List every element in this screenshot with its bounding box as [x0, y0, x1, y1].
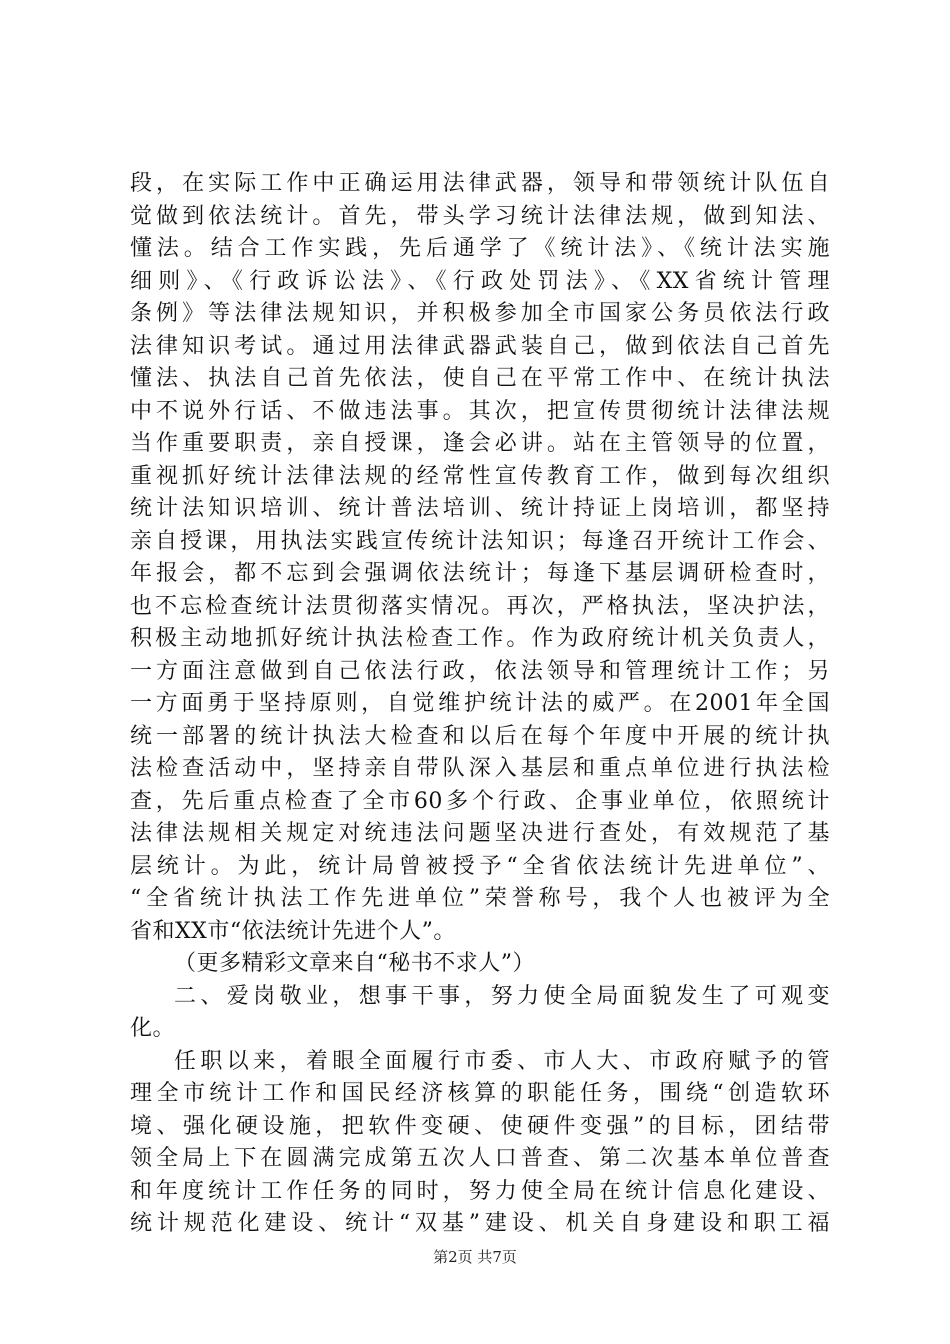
text-line: 查，先后重点检查了全市60多个行政、企事业单位，依照统计: [130, 788, 830, 814]
text-line: 领全局上下在圆满完成第五次人口普查、第二次基本单位普查: [130, 1146, 830, 1171]
text-line: 年报会，都不忘到会强调依法统计；每逢下基层调研检查时，: [130, 561, 830, 586]
paragraph-legal-enforcement: [130, 168, 830, 948]
text-line: 统计法知识培训、统计普法培训、统计持证上岗培训，都坚持: [130, 496, 830, 521]
text-line: 层统计。为此，统计局曾被授予“全省依法统计先进单位”、: [130, 853, 830, 879]
text-line: 任职以来，着眼全面履行市委、市人大、市政府赋予的管: [174, 1048, 830, 1074]
text-line: 中不说外行话、不做违法事。其次，把宣传贯彻统计法律法规: [130, 398, 830, 424]
text-line: 懂法。结合工作实践，先后通学了《统计法》、《统计法实施: [130, 236, 830, 261]
text-line: 当作重要职责，亲自授课，逢会必讲。站在主管领导的位置，: [130, 431, 830, 456]
text-line: 一方面注意做到自己依法行政，依法领导和管理统计工作；另: [130, 658, 830, 684]
text-line: 积极主动地抓好统计执法检查工作。作为政府统计机关负责人，: [130, 626, 830, 651]
text-line: 法检查活动中，坚持亲自带队深入基层和重点单位进行执法检: [130, 756, 830, 781]
text-line: 统计规范化建设、统计“双基”建设、机关自身建设和职工福: [130, 1211, 830, 1236]
paragraph-tenure: [130, 1046, 830, 1241]
source-note: （更多精彩文章来自“秘书不求人”）: [174, 951, 535, 976]
text-line: 境、强化硬设施，把软件变硬、使硬件变强”的目标，团结带: [130, 1113, 830, 1139]
text-line: 懂法、执法自己首先依法，使自己在平常工作中、在统计执法: [130, 366, 830, 391]
text-line: 细则》、《行政诉讼法》、《行政处罚法》、《XX省统计管理: [130, 268, 830, 294]
text-line: 亲自授课，用执法实践宣传统计法知识；每逢召开统计工作会、: [130, 528, 830, 554]
text-line: 省和XX市“依法统计先进个人”。: [130, 918, 456, 944]
section-heading-2: [130, 981, 830, 1046]
text-line: 统一部署的统计执法大检查和以后在每个年度中开展的统计执: [130, 723, 830, 749]
heading-line: 化。: [130, 1016, 176, 1041]
text-line: 段，在实际工作中正确运用法律武器，领导和带领统计队伍自: [130, 171, 830, 196]
text-line: 重视抓好统计法律法规的经常性宣传教育工作，做到每次组织: [130, 463, 830, 489]
text-line: 法律知识考试。通过用法律武器武装自己，做到依法自己首先: [130, 333, 830, 359]
text-line: 也不忘检查统计法贯彻落实情况。再次，严格执法，坚决护法，: [130, 593, 830, 619]
heading-line: 二、爱岗敬业，想事干事，努力使全局面貌发生了可观变: [174, 983, 830, 1009]
text-line: 法律法规相关规定对统违法问题坚决进行查处，有效规范了基: [130, 821, 830, 846]
text-line: 条例》等法律法规知识，并积极参加全市国家公务员依法行政: [130, 301, 830, 326]
text-line: “全省统计执法工作先进单位”荣誉称号，我个人也被评为全: [130, 886, 830, 911]
text-line: 理全市统计工作和国民经济核算的职能任务，围绕“创造软环: [130, 1081, 830, 1106]
text-line: 一方面勇于坚持原则，自觉维护统计法的威严。在2001年全国: [130, 691, 830, 716]
page-number-footer: 第2页 共7页: [433, 1248, 517, 1266]
text-line: 和年度统计工作任务的同时，努力使全局在统计信息化建设、: [130, 1178, 830, 1204]
text-line: 觉做到依法统计。首先，带头学习统计法律法规，做到知法、: [130, 203, 830, 229]
document-body: [130, 168, 830, 1241]
